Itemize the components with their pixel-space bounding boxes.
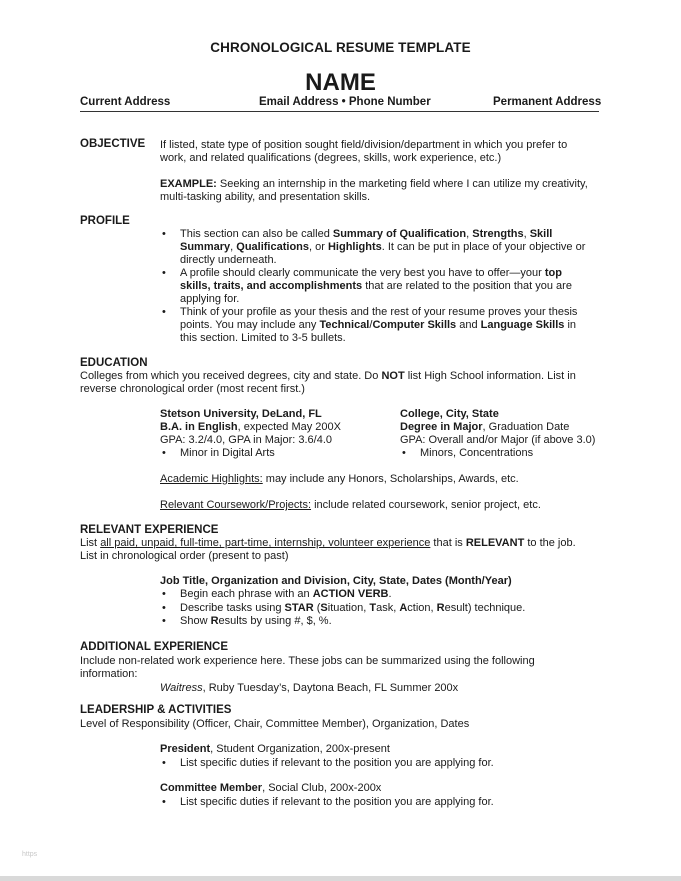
relevant-experience-line: List all paid, unpaid, full-time, part-time, internship, volunteer experience that is RELEVANT to the job. [80, 537, 576, 549]
education-right-minor: Minors, Concentrations [420, 447, 534, 459]
education-right-gpa: GPA: Overall and/or Major (if above 3.0) [400, 434, 596, 446]
leadership-line: Level of Responsibility (Officer, Chair, Committee Member), Organization, Dates [80, 718, 470, 730]
leadership-bullet: List specific duties if relevant to the position you are applying for. [180, 796, 494, 808]
profile-bullet-line: A profile should clearly communicate the very best you have to offer—your top [180, 267, 562, 279]
leadership-bullet: List specific duties if relevant to the position you are applying for. [180, 757, 494, 769]
education-left-degree: B.A. in English, expected May 200X [160, 421, 341, 433]
objective-text-line: work, and related qualifications (degrees, skills, work experience, etc.) [160, 152, 502, 164]
profile-bullet-line: skills, traits, and accomplishments that are related to the position that you are [180, 280, 572, 292]
job-bullet: Begin each phrase with an ACTION VERB. [180, 588, 392, 600]
relevant-experience-line: List in chronological order (present to past) [80, 550, 289, 562]
profile-bullet-line: applying for. [180, 293, 240, 305]
education-left-school: Stetson University, DeLand, FL [160, 408, 322, 420]
education-left-gpa: GPA: 3.2/4.0, GPA in Major: 3.6/4.0 [160, 434, 333, 446]
objective-example: EXAMPLE: Seeking an internship in the marketing field where I can utilize my creativity, [160, 178, 588, 190]
leadership-role: Committee Member, Social Club, 200x-200x [160, 782, 382, 794]
additional-experience-example: Waitress, Ruby Tuesday’s, Daytona Beach, FL Summer 200x [160, 682, 459, 694]
education-intro-line: reverse chronological order (most recent first.) [80, 383, 305, 395]
additional-experience-line: Include non-related work experience here. These jobs can be summarized using the following [80, 655, 535, 667]
profile-bullet-line: Think of your profile as your thesis and the rest of your resume proves your thesis [180, 306, 578, 318]
document-title: CHRONOLOGICAL RESUME TEMPLATE [210, 40, 471, 55]
bullet-icon: • [162, 267, 166, 279]
bullet-icon: • [162, 615, 166, 627]
bullet-icon: • [162, 796, 166, 808]
objective-example-line: multi-tasking ability, and presentation skills. [160, 191, 371, 203]
job-bullet: Describe tasks using STAR (Situation, Task, Action, Result) technique. [180, 602, 526, 614]
additional-experience-heading: ADDITIONAL EXPERIENCE [80, 641, 229, 653]
bottom-bar [0, 876, 681, 881]
bullet-icon: • [162, 757, 166, 769]
profile-heading: PROFILE [80, 215, 130, 227]
bullet-icon: • [162, 588, 166, 600]
bullet-icon: • [162, 602, 166, 614]
education-right-degree: Degree in Major, Graduation Date [400, 421, 570, 433]
profile-bullet-line: This section can also be called Summary of Qualification, Strengths, Skill [180, 228, 553, 240]
relevant-coursework: Relevant Coursework/Projects: include related coursework, senior project, etc. [160, 499, 541, 511]
permanent-address: Permanent Address [493, 96, 602, 108]
academic-highlights: Academic Highlights: may include any Honors, Scholarships, Awards, etc. [160, 473, 519, 485]
relevant-experience-heading: RELEVANT EXPERIENCE [80, 524, 219, 536]
education-heading: EDUCATION [80, 357, 148, 369]
profile-bullet-line: Summary, Qualifications, or Highlights. It can be put in place of your objective or [180, 241, 586, 253]
bullet-icon: • [162, 306, 166, 318]
profile-bullet-line: this section. Limited to 3-5 bullets. [180, 332, 346, 344]
name-heading: NAME [305, 69, 376, 96]
education-intro-line: Colleges from which you received degrees, city and state. Do NOT list High School information. List in [80, 370, 576, 382]
objective-text-line: If listed, state type of position sought field/division/department in which you prefer to [160, 139, 568, 151]
leadership-heading: LEADERSHIP & ACTIVITIES [80, 704, 232, 716]
additional-experience-line: information: [80, 668, 138, 680]
watermark-text: https [22, 851, 38, 858]
bullet-icon: • [162, 228, 166, 240]
objective-heading: OBJECTIVE [80, 138, 146, 150]
education-right-school: College, City, State [400, 408, 499, 420]
bullet-icon: • [402, 447, 406, 459]
header-divider [80, 111, 599, 112]
profile-bullet-line: directly underneath. [180, 254, 277, 266]
example-label: EXAMPLE: [160, 178, 217, 190]
job-title-line: Job Title, Organization and Division, City, State, Dates (Month/Year) [160, 575, 512, 587]
job-bullet: Show Results by using #, $, %. [180, 615, 332, 627]
leadership-role: President, Student Organization, 200x-present [160, 743, 390, 755]
bullet-icon: • [162, 447, 166, 459]
email-phone: Email Address • Phone Number [259, 96, 431, 108]
education-left-minor: Minor in Digital Arts [180, 447, 275, 459]
profile-bullet-line: points. You may include any Technical/Computer Skills and Language Skills in [180, 319, 577, 331]
current-address: Current Address [80, 96, 171, 108]
